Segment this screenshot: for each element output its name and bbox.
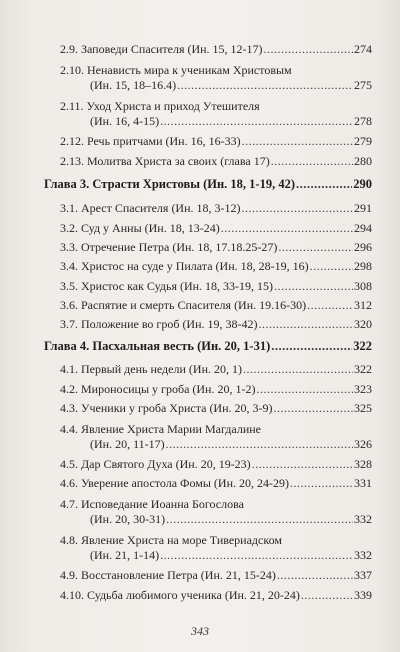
- leader-dots: [307, 298, 353, 313]
- toc-entry-page: 278: [354, 114, 372, 128]
- toc-entry-title: (Ин. 15, 18–16.4): [90, 78, 177, 92]
- leader-dots: [310, 259, 353, 274]
- leader-dots: [271, 339, 352, 354]
- toc-entry-title: 4.10. Судьба любимого ученика (Ин. 21, 20-24): [60, 588, 300, 602]
- chapter-page: 322: [353, 339, 372, 353]
- toc-entry-title: (Ин. 20, 30-31): [90, 512, 166, 526]
- leader-dots: [166, 437, 353, 452]
- leader-dots: [160, 548, 353, 563]
- toc-entry-page: 291: [354, 201, 372, 215]
- leader-dots: [277, 568, 353, 583]
- toc-entry-page: 280: [354, 154, 372, 168]
- leader-dots: [252, 457, 353, 472]
- leader-dots: [290, 476, 353, 491]
- toc-chapter-heading: [0, 177, 372, 192]
- toc-entry: [0, 317, 372, 332]
- toc-entry: [0, 457, 372, 472]
- toc-entry: [0, 259, 372, 274]
- toc-entry-page: 323: [354, 382, 372, 396]
- leader-dots: [259, 317, 353, 332]
- leader-dots: [271, 154, 353, 169]
- toc-entry-continuation: [0, 78, 372, 93]
- toc-entry: [0, 362, 372, 377]
- toc-entry-title: 3.2. Суд у Анны (Ин. 18, 13-24): [60, 221, 220, 235]
- toc-entry-page: 331: [354, 476, 372, 490]
- leader-dots: [166, 512, 353, 527]
- toc-entry: [0, 401, 372, 416]
- toc-entry: [0, 476, 372, 491]
- toc-entry-page: 337: [354, 568, 372, 582]
- toc-entry-title: 2.10. Ненависть мира к ученикам Христовым: [60, 63, 292, 77]
- toc-entry: [0, 240, 372, 255]
- toc-entry-page: 279: [354, 134, 372, 148]
- toc-entry-title: 4.8. Явление Христа на море Тивериадском: [60, 533, 282, 547]
- page-number: 343: [191, 624, 209, 638]
- toc-entry: [0, 568, 372, 583]
- toc-entry: [0, 588, 372, 603]
- toc-entry-page: 320: [354, 317, 372, 331]
- leader-dots: [160, 114, 353, 129]
- leader-dots: [242, 134, 353, 149]
- toc-entry-page: 312: [354, 298, 372, 312]
- leader-dots: [221, 221, 353, 236]
- toc-entry-page: 326: [354, 437, 372, 451]
- toc-entry-page: 298: [354, 259, 372, 273]
- toc-entry-title: 3.1. Арест Спасителя (Ин. 18, 3-12): [60, 201, 241, 215]
- toc-entry-title: 3.6. Распятие и смерть Спасителя (Ин. 19.16-30): [60, 298, 307, 312]
- toc-entry: [0, 497, 400, 512]
- toc-entry-title: 2.9. Заповеди Спасителя (Ин. 15, 12-17): [60, 42, 263, 56]
- toc-entry-title: 4.4. Явление Христа Марии Магдалине: [60, 422, 261, 436]
- toc-entry: [0, 154, 372, 169]
- toc-entry: [0, 221, 372, 236]
- toc-entry-continuation: [0, 548, 372, 563]
- toc-entry-title: 4.3. Ученики у гроба Христа (Ин. 20, 3-9): [60, 401, 273, 415]
- chapter-title: Глава 3. Страсти Христовы (Ин. 18, 1-19, 42): [44, 177, 295, 191]
- toc-entry-page: 322: [354, 362, 372, 376]
- toc-entry-title: 4.5. Дар Святого Духа (Ин. 20, 19-23): [60, 457, 251, 471]
- leader-dots: [256, 382, 353, 397]
- toc-entry: [0, 63, 400, 78]
- toc-entry: [0, 201, 372, 216]
- leader-dots: [301, 588, 353, 603]
- toc-chapter-heading: [0, 339, 372, 354]
- leader-dots: [264, 42, 353, 57]
- leader-dots: [278, 240, 353, 255]
- toc-entry-title: 4.2. Мироносицы у гроба (Ин. 20, 1-2): [60, 382, 256, 396]
- toc-entry-page: 274: [354, 42, 372, 56]
- toc-entry: [0, 42, 372, 57]
- leader-dots: [274, 401, 353, 416]
- leader-dots: [243, 362, 353, 377]
- toc-entry-page: 296: [354, 240, 372, 254]
- toc-entry: [0, 533, 400, 548]
- toc-entry-page: 294: [354, 221, 372, 235]
- toc-entry-title: 4.7. Исповедание Иоанна Богослова: [60, 497, 244, 511]
- toc-entry: [0, 99, 400, 114]
- toc-entry-continuation: [0, 437, 372, 452]
- leader-dots: [274, 279, 353, 294]
- toc-entry-title: 4.1. Первый день недели (Ин. 20, 1): [60, 362, 242, 376]
- leader-dots: [296, 177, 352, 192]
- toc-entry-title: 2.11. Уход Христа и приход Утешителя: [60, 99, 260, 113]
- toc-entry-continuation: [0, 512, 372, 527]
- toc-entry-title: (Ин. 21, 1-14): [90, 548, 160, 562]
- toc-entry-page: 328: [354, 457, 372, 471]
- toc-entry-title: 3.7. Положение во гроб (Ин. 19, 38-42): [60, 317, 258, 331]
- toc-entry-page: 308: [354, 279, 372, 293]
- chapter-title: Глава 4. Пасхальная весть (Ин. 20, 1-31): [44, 339, 271, 353]
- toc-entry-page: 325: [354, 401, 372, 415]
- toc-entry-title: 2.13. Молитва Христа за своих (глава 17): [60, 154, 270, 168]
- leader-dots: [242, 201, 353, 216]
- toc-entry-title: 3.4. Христос на суде у Пилата (Ин. 18, 28-19, 16): [60, 259, 309, 273]
- toc-entry-continuation: [0, 114, 372, 129]
- toc-entry: [0, 298, 372, 313]
- toc-entry-page: 275: [354, 78, 372, 92]
- toc-entry-title: (Ин. 16, 4-15): [90, 114, 160, 128]
- toc-entry: [0, 279, 372, 294]
- toc-entry: [0, 422, 400, 437]
- toc-entry: [0, 382, 372, 397]
- toc-entry-title: 2.12. Речь притчами (Ин. 16, 16-33): [60, 134, 241, 148]
- chapter-page: 290: [353, 177, 372, 191]
- toc-entry-title: 3.5. Христос как Судья (Ин. 18, 33-19, 15): [60, 279, 274, 293]
- toc-entry-title: (Ин. 20, 11-17): [90, 437, 165, 451]
- toc-entry: [0, 134, 372, 149]
- toc-entry-title: 4.6. Уверение апостола Фомы (Ин. 20, 24-29): [60, 476, 290, 490]
- toc-entry-page: 332: [354, 512, 372, 526]
- toc-entry-page: 339: [354, 588, 372, 602]
- toc-entry-title: 3.3. Отречение Петра (Ин. 18, 17.18.25-27): [60, 240, 278, 254]
- leader-dots: [177, 78, 353, 93]
- toc-entry-page: 332: [354, 548, 372, 562]
- toc-entry-title: 4.9. Восстановление Петра (Ин. 21, 15-24): [60, 568, 276, 582]
